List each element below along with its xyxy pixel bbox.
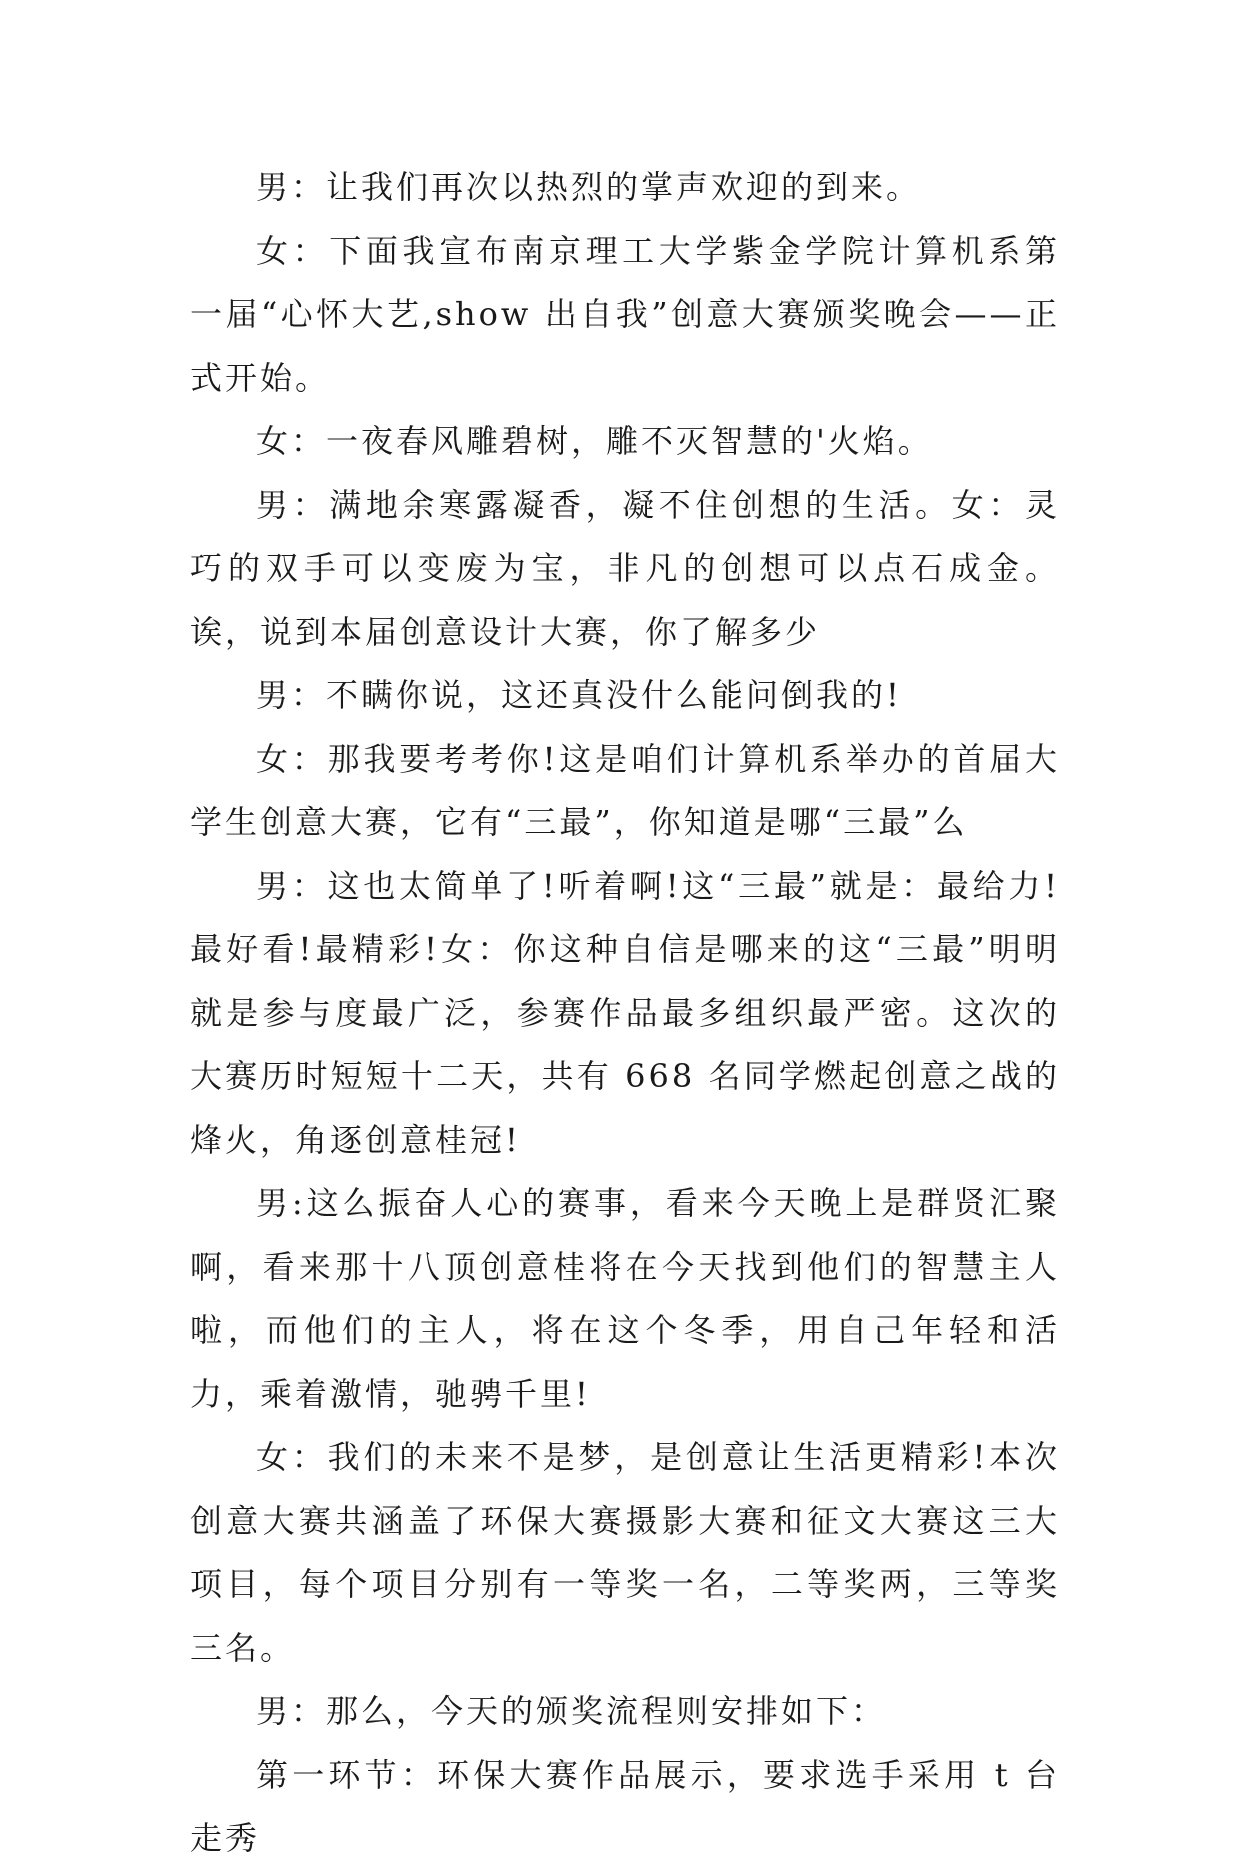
- paragraph-5: 男：不瞒你说，这还真没什么能问倒我的!: [256, 676, 902, 714]
- paragraph-11: 第一环节：环保大赛作品展示，要求选手采用 t 台走秀: [190, 1755, 1060, 1857]
- paragraph-1: 男：让我们再次以热烈的掌声欢迎的到来。: [256, 168, 922, 206]
- document-body: [190, 156, 1060, 1871]
- paragraph-9: 女：我们的未来不是梦，是创意让生活更精彩!本次创意大赛共涵盖了环保大赛摄影大赛和征文大赛这三大项目，每个项目分别有一等奖一名，二等奖两，三等奖三名。: [190, 1438, 1060, 1667]
- paragraph-8: 男:这么振奋人心的赛事，看来今天晚上是群贤汇聚啊，看来那十八顶创意桂将在今天找到他们的智慧主人啦，而他们的主人，将在这个冬季，用自己年轻和活力，乘着激情，驰骋千里!: [190, 1184, 1060, 1413]
- paragraph-7: 男：这也太简单了!听着啊!这“三最”就是：最给力!最好看!最精彩!女：你这种自信是哪来的这“三最”明明就是参与度最广泛，参赛作品最多组织最严密。这次的大赛历时短短十二天，共有 668 名同学燃起创意之战的烽火，角逐创意桂冠!: [190, 866, 1060, 1159]
- paragraph-10: 男：那么，今天的颁奖流程则安排如下：: [256, 1692, 887, 1730]
- paragraph-6: 女：那我要考考你!这是咱们计算机系举办的首届大学生创意大赛，它有“三最”，你知道是哪“三最”么: [190, 739, 1060, 841]
- paragraph-2: 女：下面我宣布南京理工大学紫金学院计算机系第一届“心怀大艺,show 出自我”创意大赛颁奖晚会——正式开始。: [190, 231, 1060, 397]
- paragraph-4: 男：满地余寒露凝香，凝不住创想的生活。女：灵巧的双手可以变废为宝，非凡的创想可以点石成金。诶，说到本届创意设计大赛，你了解多少: [190, 485, 1060, 651]
- paragraph-3: 女：一夜春风雕碧树，雕不灭智慧的'火焰。: [256, 422, 933, 460]
